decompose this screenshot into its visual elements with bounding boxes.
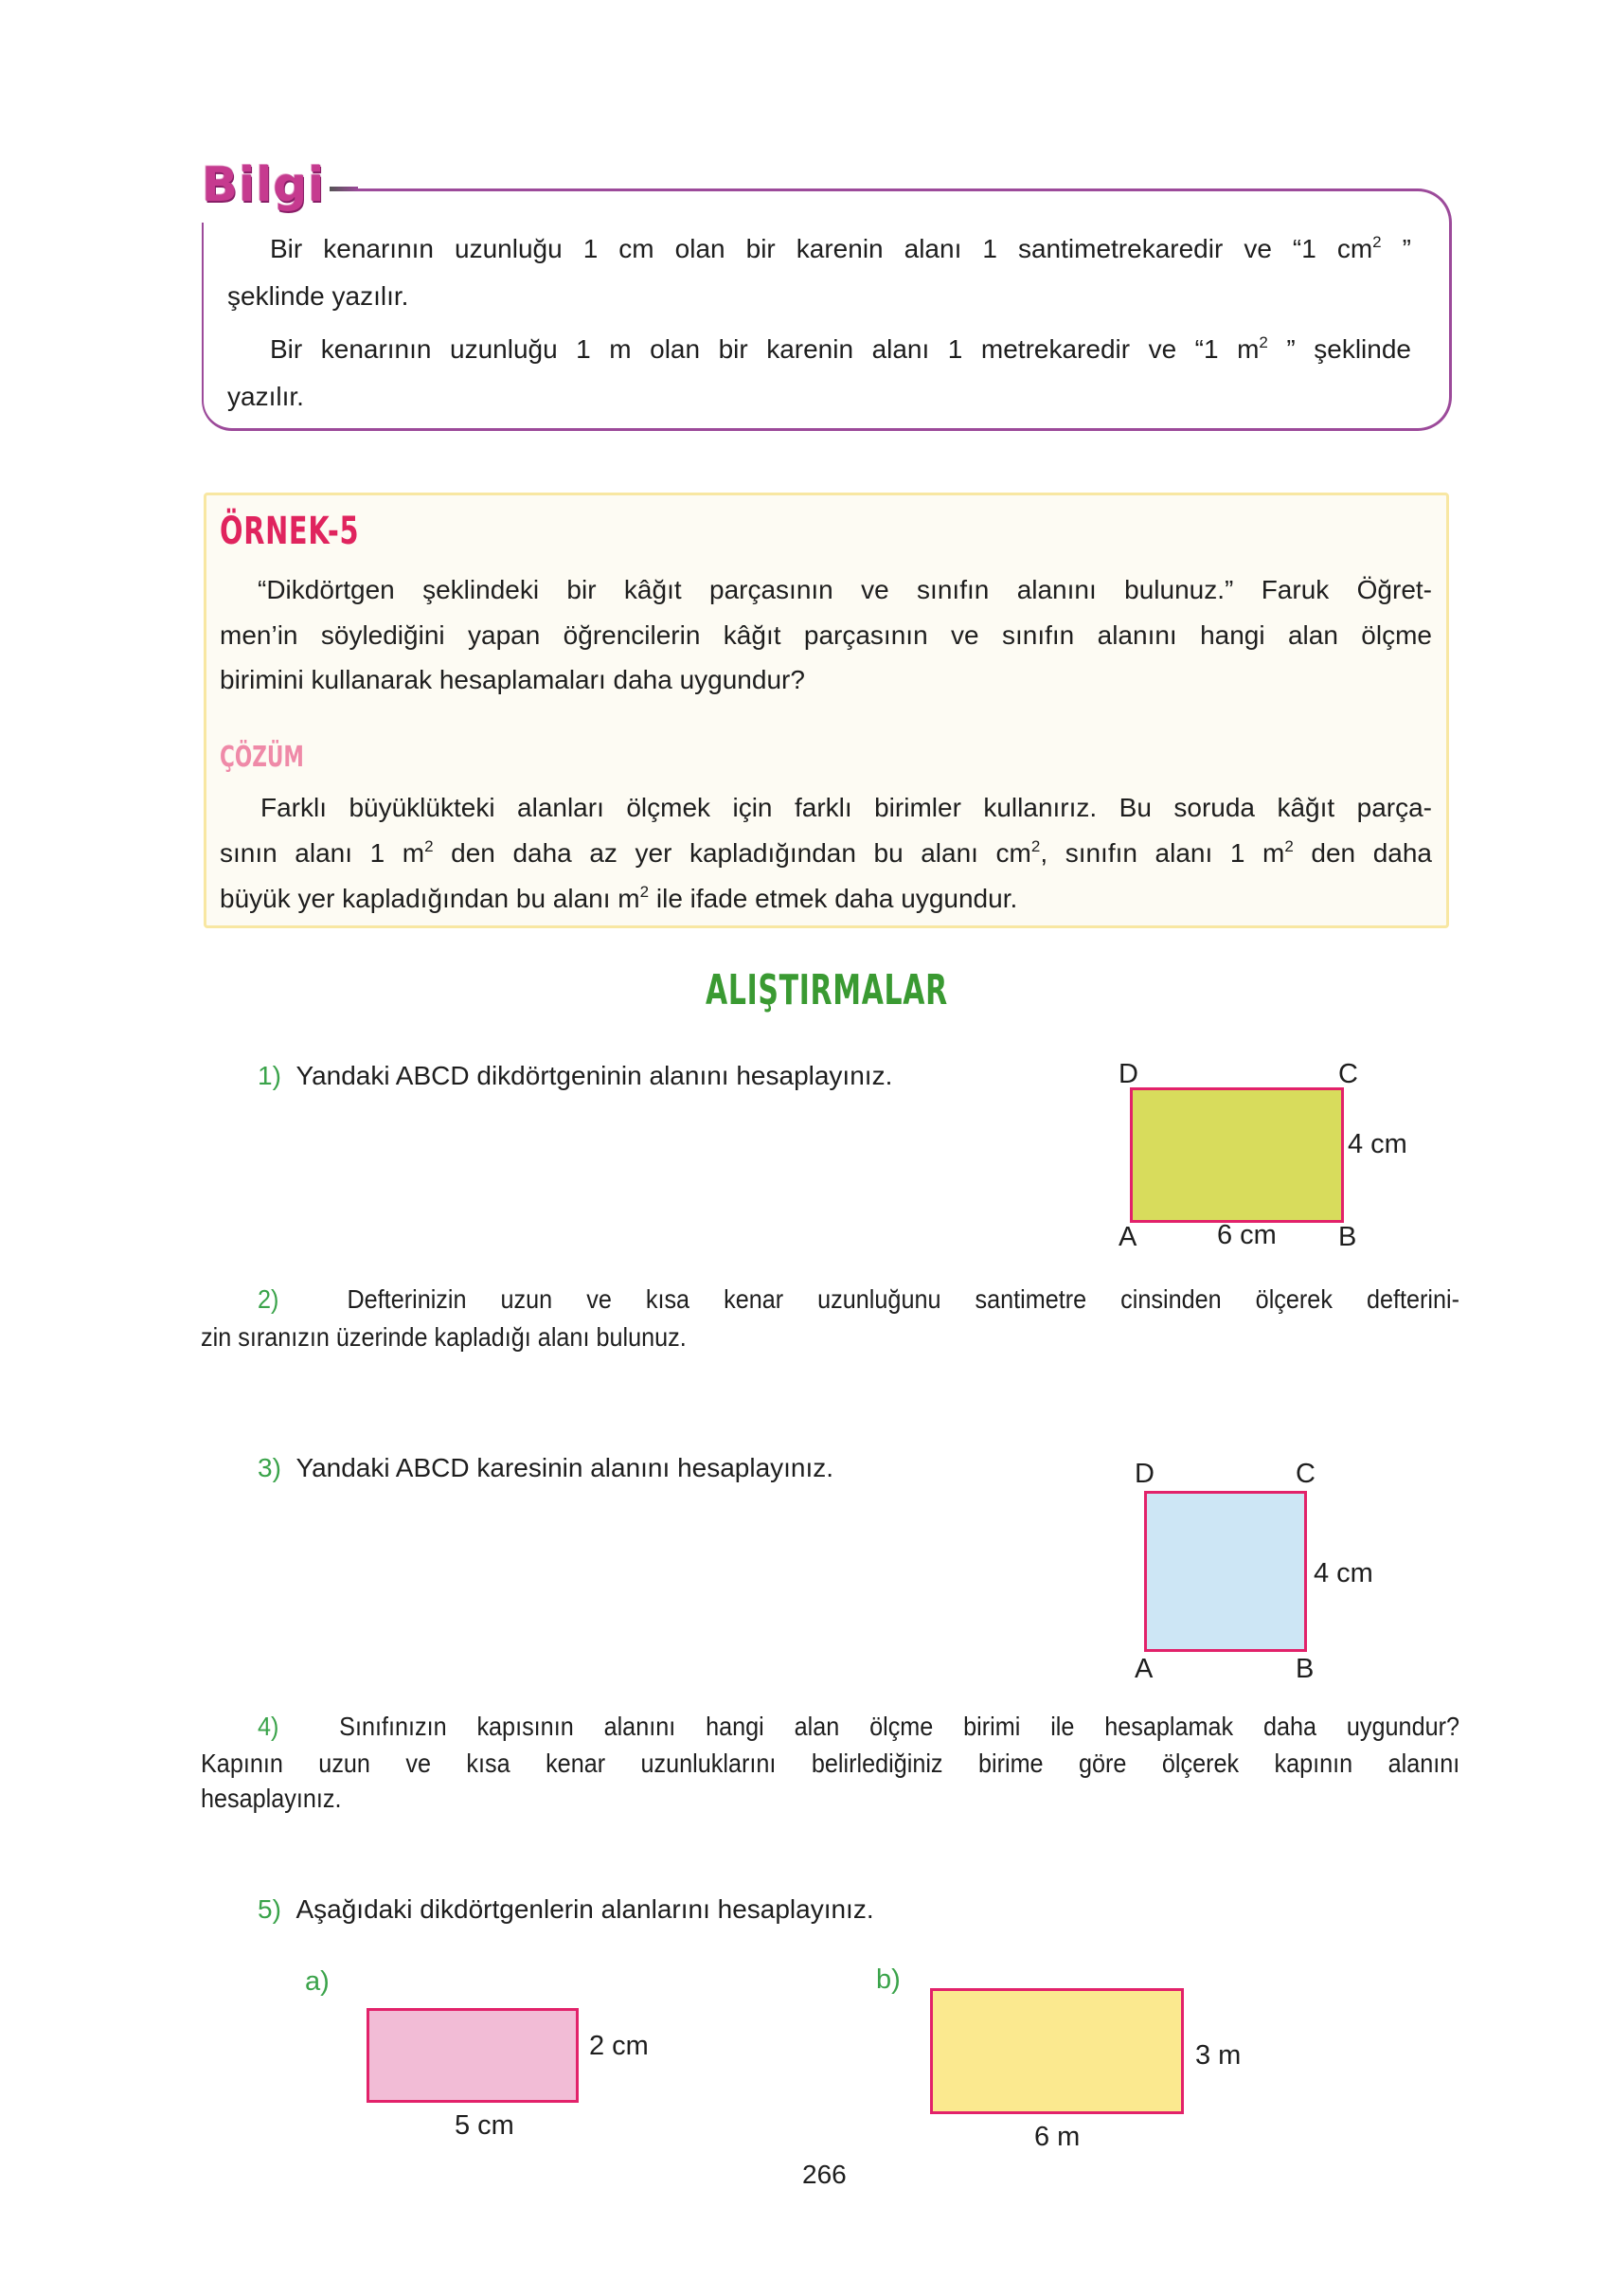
exercise-4-line-3: hesaplayınız. — [201, 1784, 342, 1813]
info-para2-line2: yazılır. — [227, 382, 304, 411]
exercise-4-line-1: 4) Sınıfınızın kapısının alanını hangi alan ölçme birimi ile hesaplamak daha uygundur? — [258, 1712, 1460, 1741]
width-label: 6 cm — [1217, 1220, 1277, 1250]
solution-title: ÇÖZÜM — [220, 741, 304, 774]
part-a-label: a) — [305, 1966, 330, 1997]
exercise-number: 2) — [258, 1284, 279, 1314]
side-label: 4 cm — [1314, 1558, 1373, 1588]
example-question-line-3: birimini kullanarak hesaplamaları daha uygundur? — [220, 665, 805, 694]
page-number: 266 — [802, 2160, 847, 2189]
vertex-label-a: A — [1119, 1222, 1137, 1252]
solution-line-1: Farklı büyüklükteki alanları ölçmek için farklı birimler kullanırız. Bu soruda kâğıt parça- — [260, 793, 1432, 822]
exercise-2-line-1: 2) Defterinizin uzun ve kısa kenar uzunluğunu santimetre cinsinden ölçerek defterini- — [258, 1284, 1459, 1314]
info-box-line-start — [330, 187, 358, 191]
exercise-number: 1) — [258, 1061, 281, 1090]
vertex-label-d: D — [1135, 1459, 1155, 1489]
example-title: ÖRNEK-5 — [220, 510, 360, 553]
info-para1-line2: şeklinde yazılır. — [227, 281, 409, 311]
info-box-title: Bilgi — [202, 157, 326, 212]
square-abcd-figure — [1144, 1491, 1307, 1652]
exercise-3: 3) Yandaki ABCD karesinin alanını hesaplayınız. — [258, 1453, 834, 1482]
rectangle-a-height-label: 2 cm — [589, 2031, 649, 2061]
rectangle-abcd-figure — [1130, 1087, 1344, 1223]
vertex-label-b: B — [1338, 1222, 1357, 1252]
example-question-line-2: men’in söylediğini yapan öğrencilerin kâğıt parçasının ve sınıfın alanını hangi alan ölçme — [220, 620, 1432, 650]
vertex-label-d: D — [1119, 1059, 1138, 1089]
rectangle-b-figure — [930, 1988, 1184, 2114]
height-label: 4 cm — [1348, 1129, 1407, 1159]
info-para1-line1: Bir kenarının uzunluğu 1 cm olan bir karenin alanı 1 santimetrekaredir ve “1 $cm^2$ ” — [270, 233, 1411, 263]
vertex-label-b: B — [1296, 1654, 1315, 1684]
exercise-1: 1) Yandaki ABCD dikdörtgeninin alanını hesaplayınız. — [258, 1061, 893, 1090]
vertex-label-a: A — [1135, 1654, 1154, 1684]
exercise-5: 5) Aşağıdaki dikdörtgenlerin alanlarını hesaplayınız. — [258, 1894, 874, 1924]
info-para2-line1: Bir kenarının uzunluğu 1 m olan bir karenin alanı 1 metrekaredir ve “1 $m^2$ ” şeklinde — [270, 333, 1411, 364]
exercise-number: 5) — [258, 1894, 281, 1924]
exercise-2-line-2: zin sıranızın üzerinde kapladığı alanı bulunuz. — [201, 1322, 687, 1352]
rectangle-b-height-label: 3 m — [1195, 2040, 1242, 2071]
exercise-number: 4) — [258, 1712, 279, 1741]
solution-line-3: büyük yer kapladığından bu alanı $m^2$ ile ifade etmek daha uygundur. — [220, 883, 1018, 913]
vertex-label-c: C — [1338, 1059, 1358, 1089]
rectangle-a-width-label: 5 cm — [455, 2110, 514, 2141]
example-question-line-1: “Dikdörtgen şeklindeki bir kâğıt parçasının ve sınıfın alanını bulunuz.” Faruk Öğret- — [258, 575, 1432, 604]
exercises-title: ALIŞTIRMALAR — [706, 966, 948, 1014]
rectangle-b-width-label: 6 m — [1034, 2122, 1081, 2152]
exercise-number: 3) — [258, 1453, 281, 1482]
part-b-label: b) — [876, 1964, 901, 1995]
exercise-4-line-2: Kapının uzun ve kısa kenar uzunluklarını belirlediğiniz birime göre ölçerek kapının alanını — [201, 1749, 1460, 1778]
solution-line-2: sının alanı 1 $m^2$ den daha az yer kapladığından bu alanı $cm^2$, sınıfın alanı 1 $m^2$ den daha — [220, 837, 1432, 868]
rectangle-a-figure — [367, 2008, 579, 2103]
vertex-label-c: C — [1296, 1459, 1316, 1489]
